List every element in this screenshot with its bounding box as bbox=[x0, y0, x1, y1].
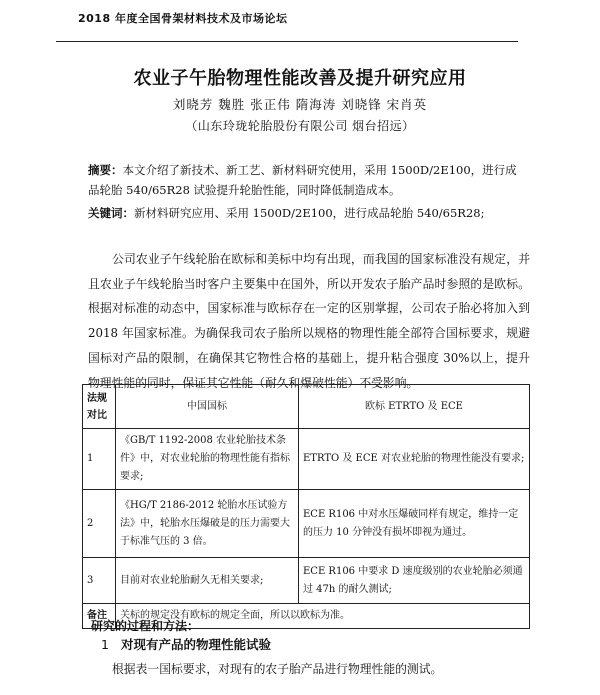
note-label: 备注 bbox=[83, 604, 116, 629]
running-header: 2018 年度全国骨架材料技术及市场论坛 bbox=[78, 12, 288, 25]
table-header-compare: 法规对比 bbox=[83, 385, 116, 429]
row-china-standard: 《GB/T 1192-2008 农业轮胎技术条件》中，对农业轮胎的物理性能有指标要求; bbox=[116, 429, 299, 490]
body-paragraph bbox=[88, 247, 530, 395]
table-header-europe: 欧标 ETRTO 及 ECE bbox=[299, 385, 530, 429]
row-number: 1 bbox=[83, 429, 116, 490]
row-number: 2 bbox=[83, 490, 116, 558]
paper-title: 农业子午胎物理性能改善及提升研究应用 bbox=[133, 68, 467, 89]
keywords-label: 关键词： bbox=[88, 206, 134, 220]
row-china-standard: 目前对农业轮胎耐久无相关要求; bbox=[116, 558, 299, 604]
row-europe-standard: ETRTO 及 ECE 对农业轮胎的物理性能没有要求; bbox=[299, 429, 530, 490]
authors: 刘晓芳 魏胜 张正伟 隋海涛 刘晓锋 宋肖英 bbox=[172, 97, 428, 112]
header-rule bbox=[56, 41, 518, 42]
keywords bbox=[88, 203, 528, 223]
note-text: 关标的规定没有欧标的规定全面，所以以欧标为准。 bbox=[116, 604, 530, 629]
table-row bbox=[83, 429, 530, 490]
table-row bbox=[83, 490, 530, 558]
row-china-standard: 《HG/T 2186-2012 轮胎水压试验方法》中，轮胎水压爆破是的压力需要大于标准气压的 3 倍。 bbox=[116, 490, 299, 558]
section-first-line: 根据表一国标要求，对现有的农子胎产品进行物理性能的测试。 bbox=[112, 662, 443, 676]
affiliation: （山东玲珑轮胎股份有限公司 烟台招远） bbox=[185, 119, 415, 133]
keywords-text: 新材料研究应用、采用 1500D/2E100，进行成品轮胎 540/65R28; bbox=[134, 206, 485, 220]
table-header-row bbox=[83, 385, 530, 429]
section-number: 1 bbox=[101, 637, 109, 652]
section-heading bbox=[101, 635, 271, 653]
standards-comparison-table bbox=[82, 384, 530, 629]
intro-paragraph: 公司农业子午线轮胎在欧标和美标中均有出现，而我国的国家标准没有规定，并且农业子午线轮胎当时客户主要集中在国外，所以开发农子胎产品时参照的是欧标。根据对标准的动态中，国家标准与欧标存在一定的区别掌握，公司农子胎必将加入到 2018 年国家标准。为确保我司农子胎所以规格的物理性能全部符合国标要求，规避国标对产品的限制，在确保其它物性合格的基础上，提升粘合强度 30%以上，提升物理性能的同时，保证其它性能（耐久和爆破性能）不受影响。 bbox=[88, 252, 530, 390]
table-row bbox=[83, 558, 530, 604]
row-europe-standard: ECE R106 中要求 D 速度级别的农业轮胎必须通过 47h 的耐久测试; bbox=[299, 558, 530, 604]
abstract-label: 摘要： bbox=[88, 163, 123, 177]
abstract-text: 本文介绍了新技术、新工艺、新材料研究使用，采用 1500D/2E100，进行成品轮胎 540/65R28 试验提升轮胎性能，同时降低制造成本。 bbox=[88, 163, 517, 197]
section-heading-text: 对现有产品的物理性能试验 bbox=[120, 637, 271, 652]
row-number: 3 bbox=[83, 558, 116, 604]
row-europe-standard: ECE R106 中对水压爆破同样有规定，维持一定的压力 10 分钟没有损坏即视为通过。 bbox=[299, 490, 530, 558]
abstract bbox=[88, 160, 528, 200]
table-header-china: 中国国标 bbox=[116, 385, 299, 429]
section-subheading: 研究的过程和方法： bbox=[91, 619, 200, 633]
